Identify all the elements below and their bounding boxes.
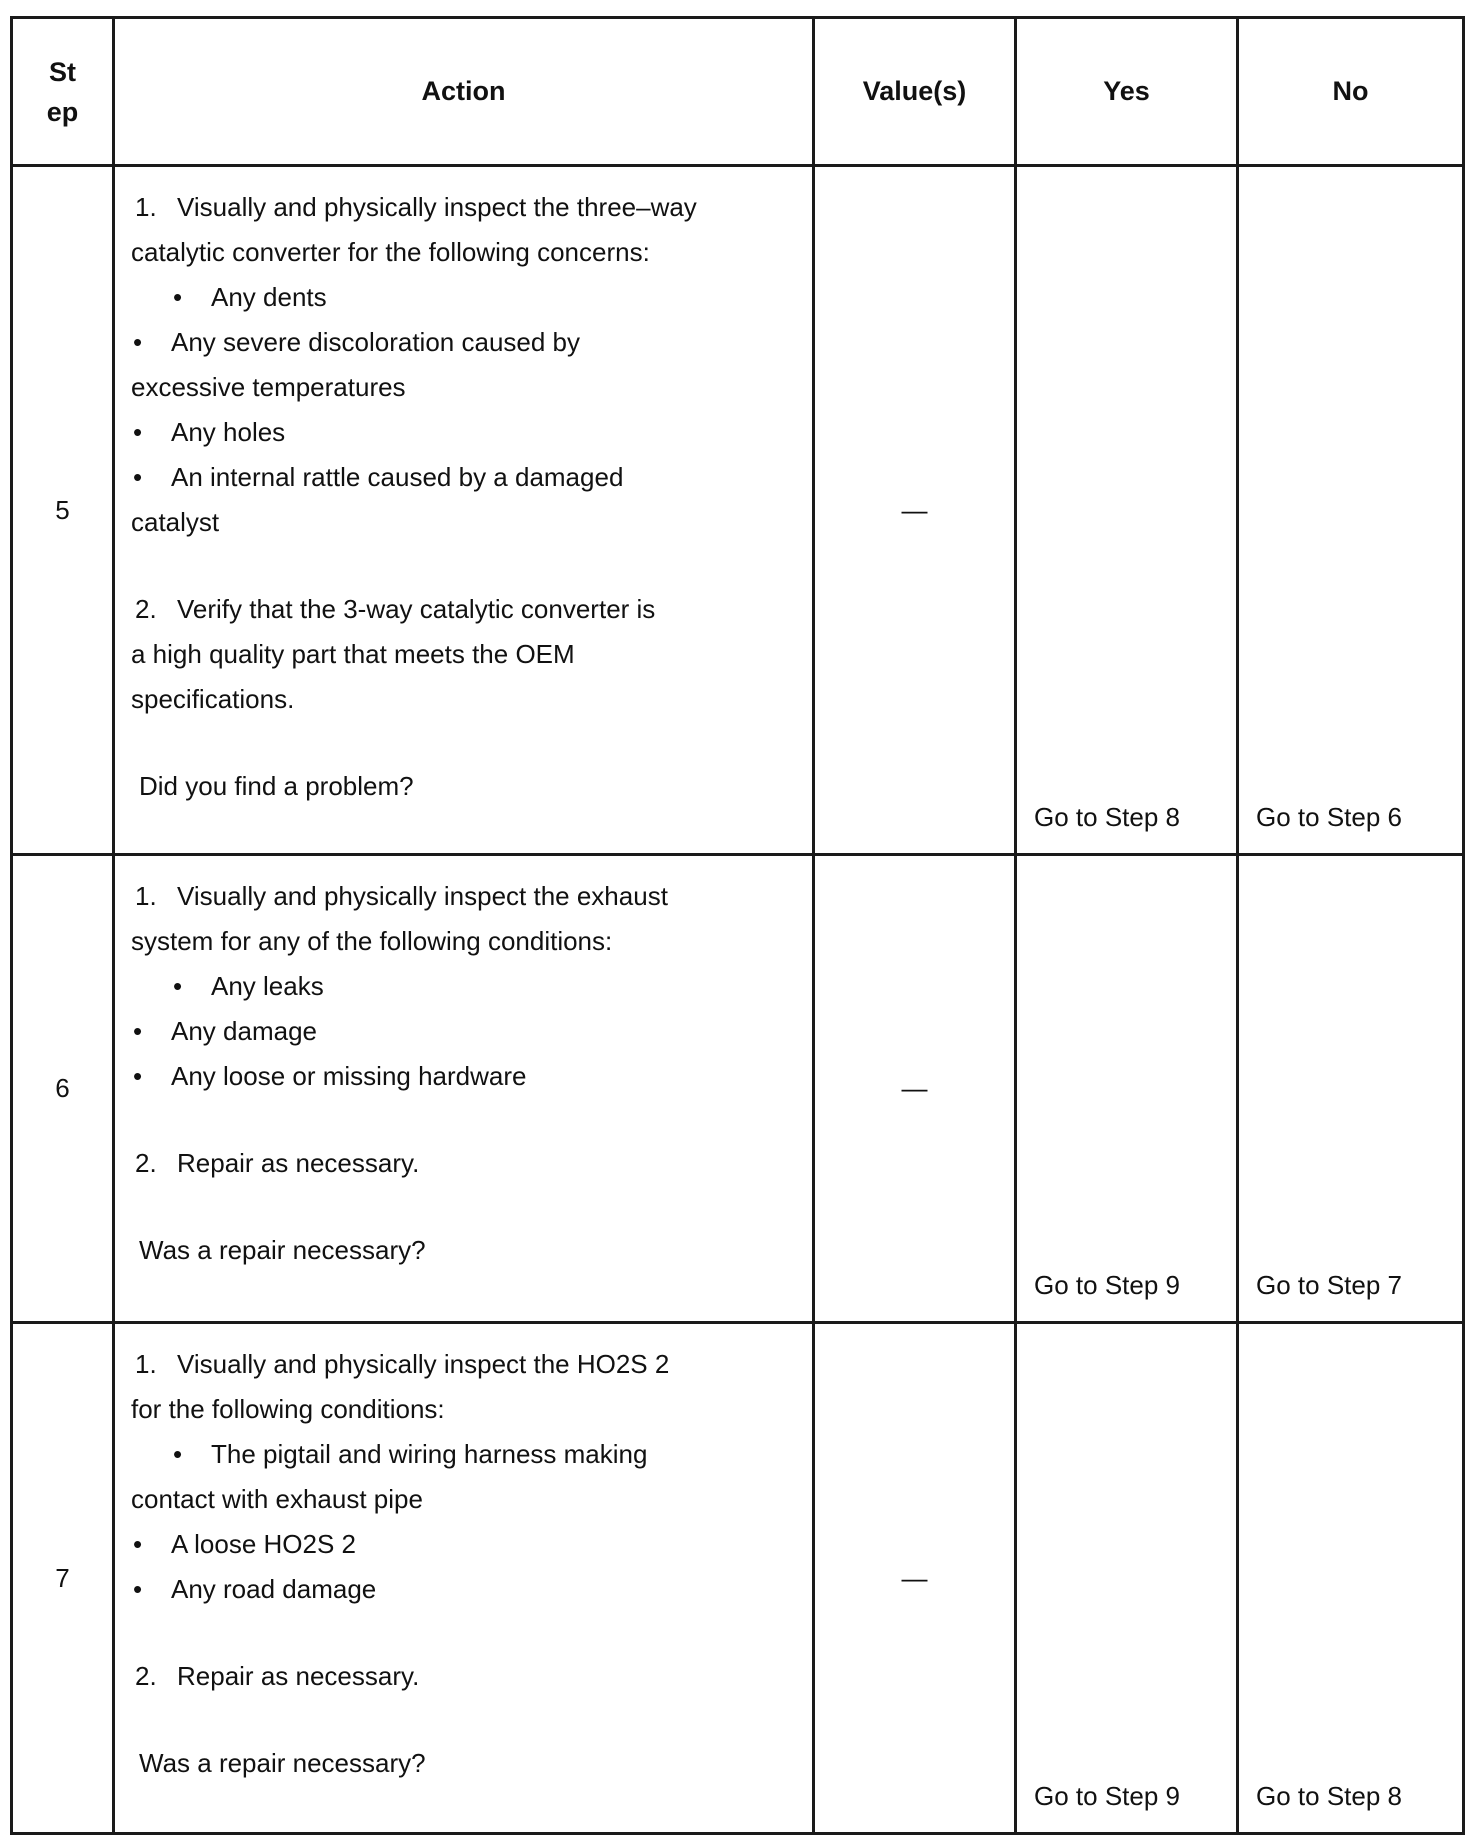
action-question: Was a repair necessary? — [139, 1235, 426, 1265]
action-item-1-line-2: system for any of the following conditions: — [131, 926, 613, 956]
action-item-2-line-2: a high quality part that meets the OEM — [131, 639, 575, 669]
value-cell: — — [814, 855, 1016, 1323]
action-item-2-line-1: 2. Repair as necessary. — [135, 1148, 420, 1178]
action-cell — [114, 855, 814, 1323]
bullet-item: • Any holes — [133, 417, 286, 447]
action-cell — [114, 166, 814, 855]
header-yes: Yes — [1016, 18, 1238, 166]
no-cell: Go to Step 7 — [1238, 855, 1464, 1323]
bullet-continuation: excessive temperatures — [131, 372, 406, 402]
no-cell: Go to Step 8 — [1238, 1323, 1464, 1834]
yes-cell: Go to Step 9 — [1016, 1323, 1238, 1834]
yes-cell: Go to Step 9 — [1016, 855, 1238, 1323]
step-number: 5 — [12, 166, 114, 855]
bullet-item: • A loose HO2S 2 — [133, 1529, 356, 1559]
action-item-1-line-2: for the following conditions: — [131, 1394, 445, 1424]
header-step-line1: St — [49, 56, 76, 87]
action-question: Was a repair necessary? — [139, 1748, 426, 1778]
header-action: Action — [114, 18, 814, 166]
diagnostic-table — [10, 16, 1465, 1835]
bullet-continuation: catalyst — [131, 507, 220, 537]
action-item-2-line-3: specifications. — [131, 684, 295, 714]
bullet-item: • An internal rattle caused by a damaged — [133, 462, 624, 492]
value-cell: — — [814, 166, 1016, 855]
action-item-2-line-1: 2. Repair as necessary. — [135, 1661, 420, 1691]
table-row-step-5 — [12, 166, 1464, 855]
header-row — [12, 18, 1464, 166]
value-cell: — — [814, 1323, 1016, 1834]
bullet-item: • Any damage — [133, 1016, 317, 1046]
table-row-step-7 — [12, 1323, 1464, 1834]
step-number: 6 — [12, 855, 114, 1323]
action-item-1-line-1: 1. Visually and physically inspect the HO2S 2 — [135, 1349, 670, 1379]
bullet-item: • Any road damage — [133, 1574, 377, 1604]
header-step — [12, 18, 114, 166]
bullet-item: • Any leaks — [173, 971, 324, 1001]
bullet-item: • Any severe discoloration caused by — [133, 327, 581, 357]
yes-cell: Go to Step 8 — [1016, 166, 1238, 855]
action-item-1-line-1: 1. Visually and physically inspect the three–way — [135, 192, 697, 222]
step-number: 7 — [12, 1323, 114, 1834]
no-cell: Go to Step 6 — [1238, 166, 1464, 855]
header-values: Value(s) — [814, 18, 1016, 166]
action-item-1-line-1: 1. Visually and physically inspect the exhaust — [135, 881, 668, 911]
bullet-item: • Any loose or missing hardware — [133, 1061, 527, 1091]
table-row-step-6 — [12, 855, 1464, 1323]
action-cell — [114, 1323, 814, 1834]
action-question: Did you find a problem? — [139, 771, 414, 801]
header-step-line2: ep — [46, 96, 79, 127]
header-no: No — [1238, 18, 1464, 166]
bullet-item: • The pigtail and wiring harness making — [173, 1439, 648, 1469]
action-item-2-line-1: 2. Verify that the 3-way catalytic converter is — [135, 594, 656, 624]
action-item-1-line-2: catalytic converter for the following concerns: — [131, 237, 650, 267]
bullet-continuation: contact with exhaust pipe — [131, 1484, 423, 1514]
bullet-item: • Any dents — [173, 282, 327, 312]
